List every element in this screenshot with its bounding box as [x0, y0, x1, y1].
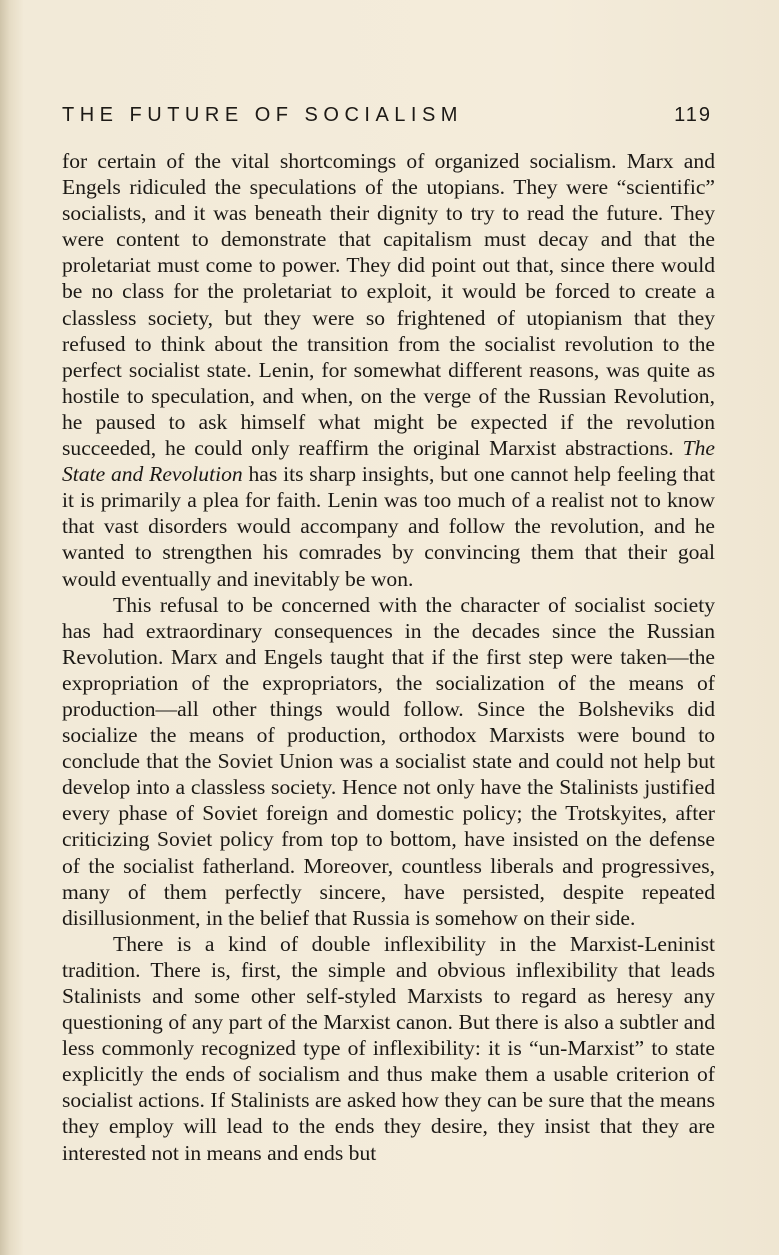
body-text	[62, 148, 715, 1166]
paragraph-1-text-a: for certain of the vital shortcomings of organized socialism. Marx and Engels ridiculed the speculations of the utopians. They were “scientific” socialists, and it was beneath their dignity to try to read the future. They were content to demonstrate that capitalism must decay and that the proletariat must come to power. They did point out that, since there would be no class for the proletariat to exploit, it would be forced to create a classless society, but they were so frightened of utopianism that they refused to think about the transition from the socialist revolution to the perfect socialist state. Lenin, for somewhat different reasons, was quite as hostile to speculation, and when, on the verge of the Russian Revolution, he paused to ask himself what might be expected if the revolution succeeded, he could only reaffirm the original Marxist abstractions.	[62, 149, 715, 461]
page-header	[62, 98, 712, 138]
page-number: 119	[674, 104, 712, 126]
running-head: THE FUTURE OF SOCIALISM	[62, 104, 463, 126]
paragraph-1	[62, 148, 715, 592]
paragraph-1-text-b: has its sharp insights, but one cannot help feeling that it is primarily a plea for faith. Lenin was too much of a realist not to know that vast disorders would accompany and follow the revolution, and he wanted to strengthen his comrades by convincing them that their goal would eventually and inevitably be won.	[62, 462, 715, 591]
paragraph-2: This refusal to be concerned with the character of socialist society has had extraordinary consequences in the decades since the Russian Revolution. Marx and Engels taught that if the first step were taken—the expropriation of the expropriators, the socialization of the means of production—all other things would follow. Since the Bolsheviks did socialize the means of production, orthodox Marxists were bound to conclude that the Soviet Union was a socialist state and could not help but develop into a classless society. Hence not only have the Stalinists justified every phase of Soviet foreign and domestic policy; the Trotskyites, after criticizing Soviet policy from top to bottom, have insisted on the defense of the socialist fatherland. Moreover, countless liberals and progressives, many of them perfectly sincere, have persisted, despite repeated disillusionment, in the belief that Russia is somehow on their side.	[62, 592, 715, 930]
book-title-emphasis: The State and Revolution	[62, 436, 715, 487]
paragraph-3: There is a kind of double inflexibility in the Marxist-Leninist tradition. There is, first, the simple and obvious inflexibility that leads Stalinists and some other self-styled Marxists to regard as heresy any questioning of any part of the Marxist canon. But there is also a subtler and less commonly recognized type of inflexibility: it is “un-Marxist” to state explicitly the ends of socialism and thus make them a usable criterion of socialist actions. If Stalinists are asked how they can be sure that the means they employ will lead to the ends they desire, they insist that they are interested not in means and ends but	[62, 931, 715, 1165]
